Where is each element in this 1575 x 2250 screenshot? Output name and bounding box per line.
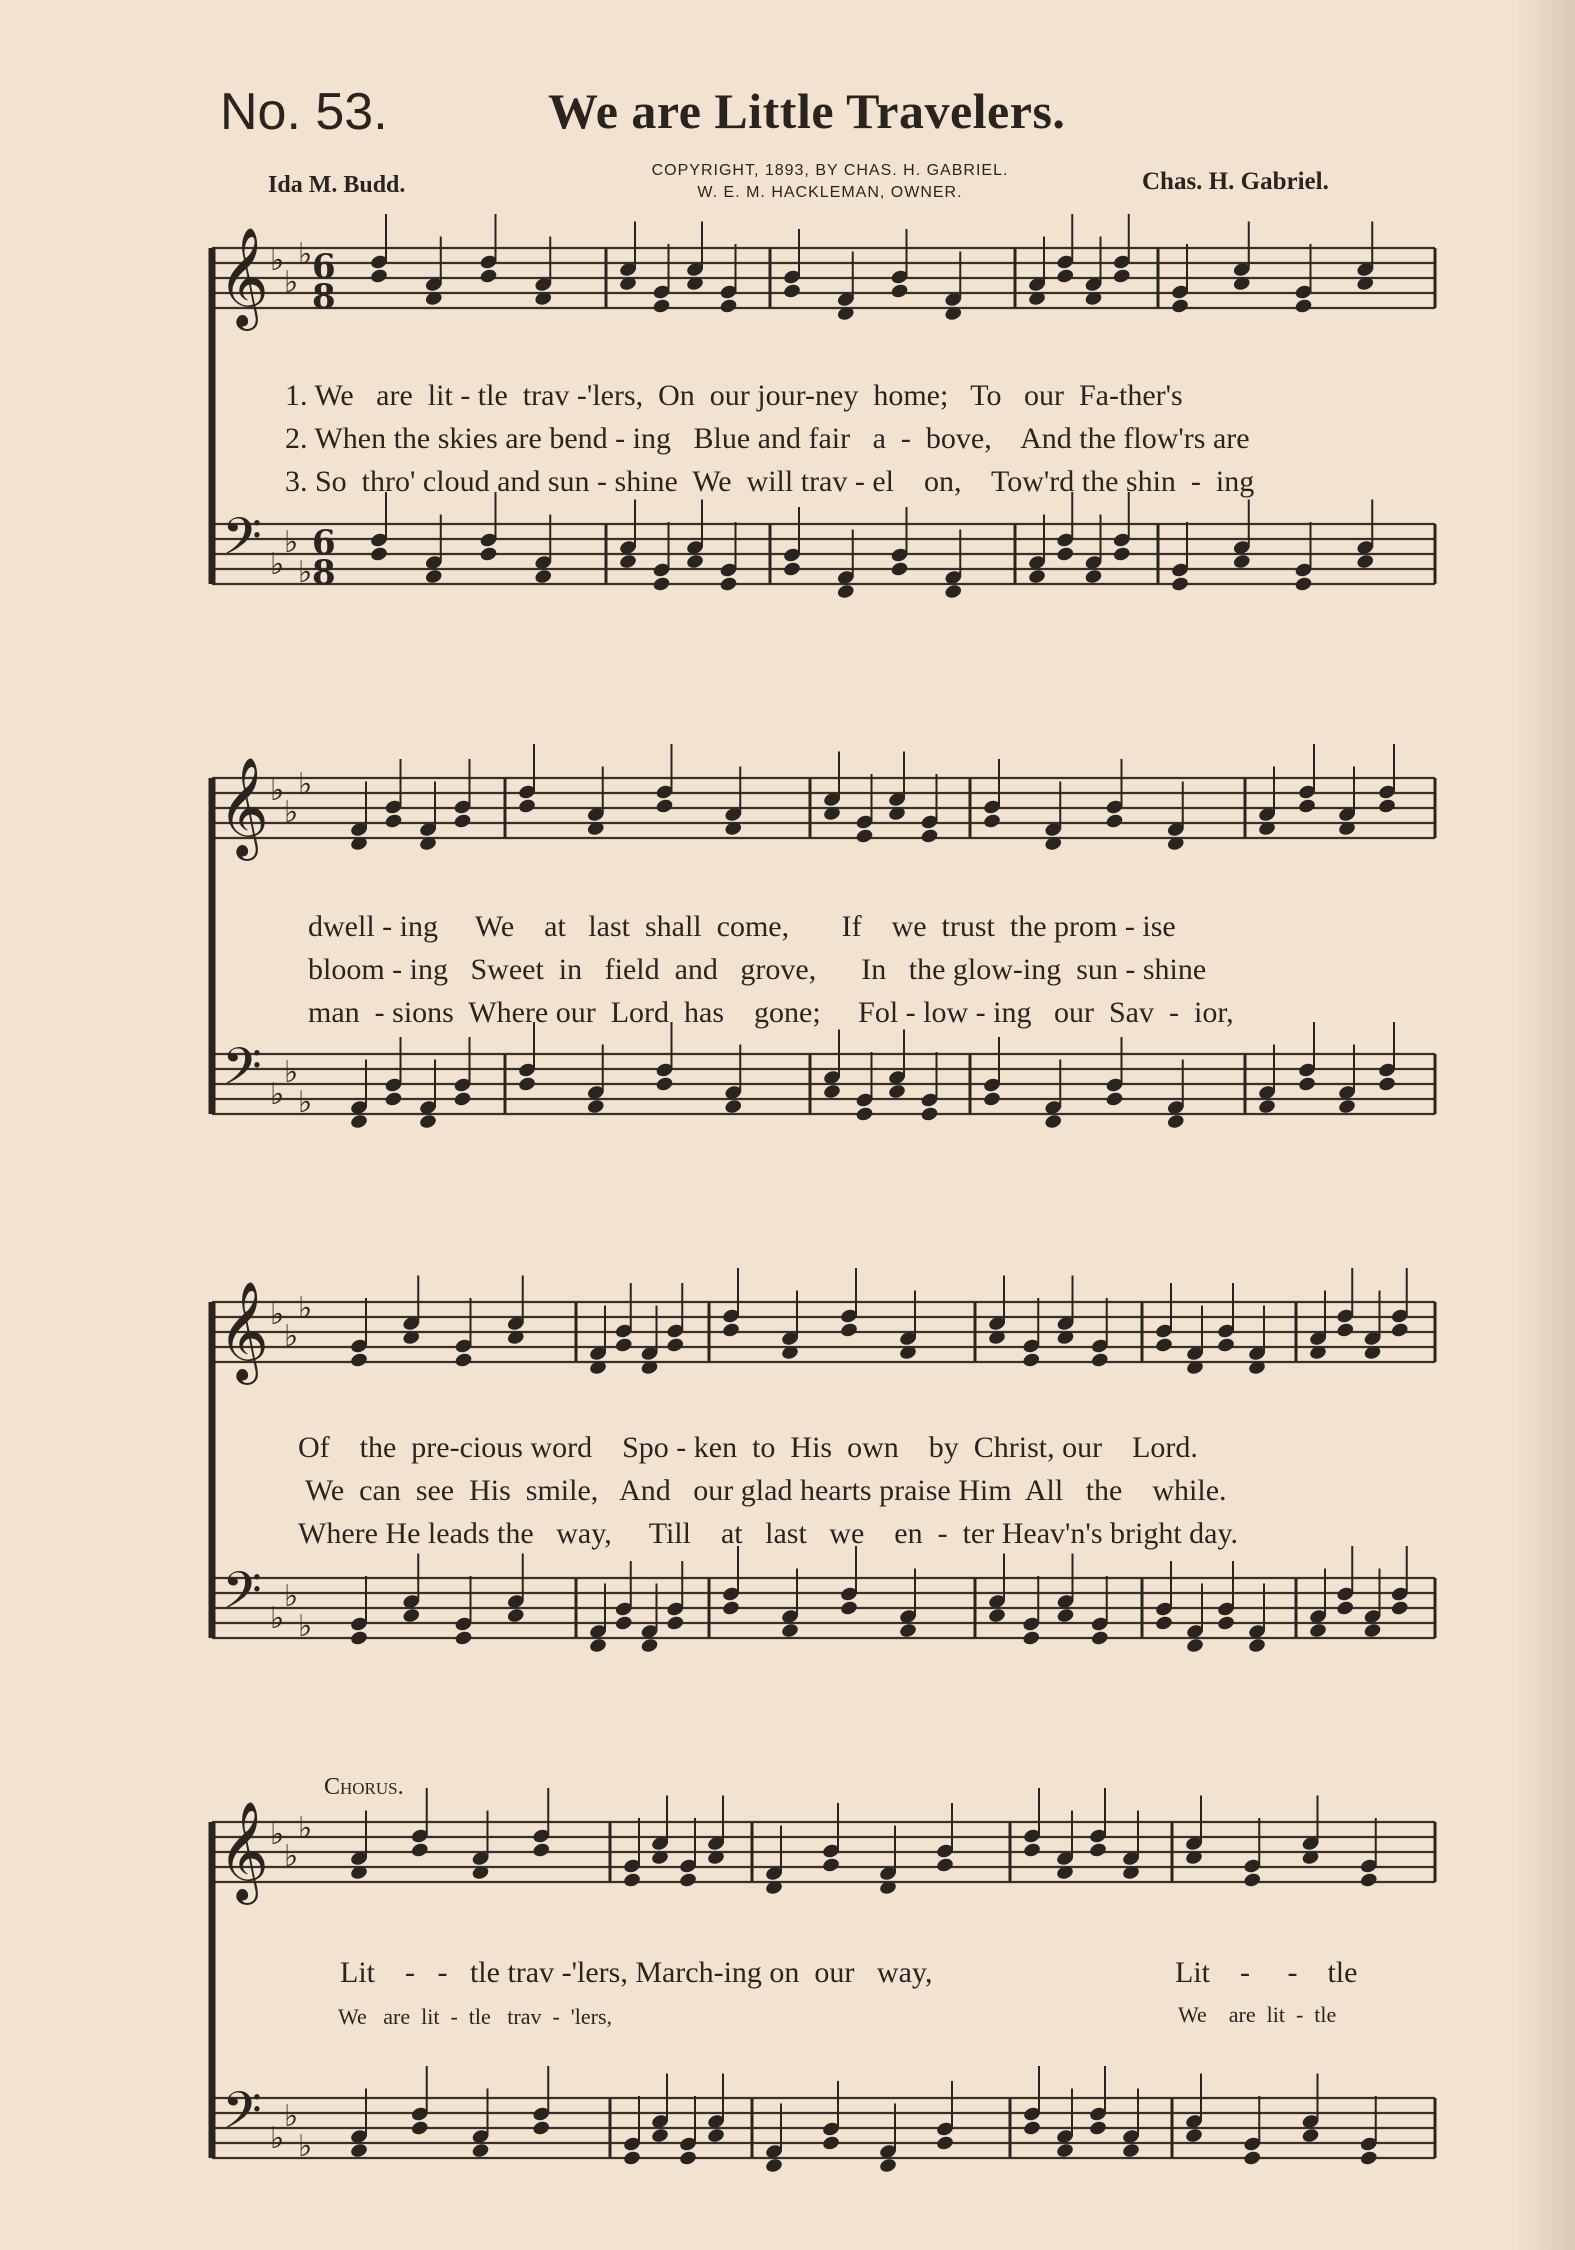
- note-head: [1243, 2150, 1262, 2167]
- note-head: [721, 1600, 740, 1617]
- verse-1-line: 1. We are lit - tle trav -'lers, On our jour-ney home; To our Fa-ther's: [285, 379, 1183, 412]
- note-head: [1247, 1637, 1266, 1654]
- note-head: [890, 283, 909, 300]
- note-head: [534, 568, 553, 585]
- flat-icon: ♭: [284, 525, 299, 560]
- note-head: [666, 1615, 685, 1632]
- flat-icon: ♭: [298, 555, 313, 590]
- bass-clef-icon: 𝄢: [222, 1036, 262, 1109]
- chorus-lyrics-echo-continued: We are lit - tle: [1178, 2002, 1337, 2027]
- note-head: [1022, 1630, 1041, 1647]
- note-head: [1121, 2142, 1140, 2159]
- note-head: [1297, 1076, 1316, 1093]
- note-head: [721, 1322, 740, 1339]
- flat-icon: ♭: [298, 1811, 313, 1846]
- flat-icon: ♭: [270, 1817, 285, 1852]
- note-head: [1112, 546, 1131, 563]
- note-head: [678, 1872, 697, 1889]
- note-head: [982, 1091, 1001, 1108]
- note-head: [622, 2150, 641, 2167]
- note-head: [1308, 1622, 1327, 1639]
- note-head: [839, 1600, 858, 1617]
- note-head: [1294, 576, 1313, 593]
- flat-icon: ♭: [298, 1291, 313, 1326]
- note-head: [454, 1352, 473, 1369]
- note-head: [780, 1622, 799, 1639]
- note-head: [471, 2142, 490, 2159]
- lyrics-system-2: [308, 905, 1234, 1034]
- note-head: [1084, 568, 1103, 585]
- flat-icon: ♭: [270, 2121, 285, 2156]
- note-head: [782, 283, 801, 300]
- note-head: [650, 2127, 669, 2144]
- copyright-line-1: COPYRIGHT, 1893, BY CHAS. H. GABRIEL.: [651, 162, 1009, 179]
- note-head: [1294, 298, 1313, 315]
- note-head: [384, 813, 403, 830]
- flat-icon: ♭: [270, 1297, 285, 1332]
- note-head: [1216, 1615, 1235, 1632]
- note-head: [1055, 2142, 1074, 2159]
- note-head: [855, 1106, 874, 1123]
- note-head: [349, 1113, 368, 1130]
- flat-icon: ♭: [284, 2099, 299, 2134]
- note-head: [618, 553, 637, 570]
- note-head: [1377, 798, 1396, 815]
- time-signature-top: 6: [312, 247, 336, 287]
- note-head: [588, 1637, 607, 1654]
- flat-icon: ♭: [270, 1601, 285, 1636]
- chorus-lyrics-main: Lit - - tle trav -'lers, March-ing on our way,: [340, 1956, 933, 1989]
- hymn-number: No. 53.: [220, 83, 388, 141]
- note-head: [836, 583, 855, 600]
- note-head: [1022, 1842, 1041, 1859]
- treble-clef-icon: 𝄞: [218, 227, 269, 327]
- bass-clef-icon: 𝄢: [222, 2080, 262, 2153]
- note-head: [1088, 1842, 1107, 1859]
- note-head: [410, 1842, 429, 1859]
- note-head: [517, 1076, 536, 1093]
- note-head: [839, 1322, 858, 1339]
- note-head: [652, 298, 671, 315]
- note-head: [1243, 1872, 1262, 1889]
- note-head: [1090, 1630, 1109, 1647]
- note-head: [1090, 1352, 1109, 1369]
- note-head: [782, 561, 801, 578]
- note-head: [1022, 1352, 1041, 1369]
- flat-icon: ♭: [284, 1055, 299, 1090]
- note-head: [655, 1076, 674, 1093]
- note-head: [369, 546, 388, 563]
- time-signature-top: 6: [312, 523, 336, 563]
- note-head: [1027, 568, 1046, 585]
- lyricist: Ida M. Budd.: [268, 172, 406, 198]
- note-head: [685, 553, 704, 570]
- note-head: [1185, 1637, 1204, 1654]
- verse-2-line: 2. When the skies are bend - ing Blue and fair a - bove, And the flow'rs are: [285, 422, 1250, 455]
- note-head: [920, 828, 939, 845]
- treble-clef-icon: 𝄞: [218, 1281, 269, 1381]
- note-head: [920, 1106, 939, 1123]
- note-head: [532, 1842, 551, 1859]
- note-head: [1359, 2150, 1378, 2167]
- note-head: [384, 1091, 403, 1108]
- note-head: [1184, 2127, 1203, 2144]
- note-head: [1154, 1337, 1173, 1354]
- note-head: [764, 2157, 783, 2174]
- note-head: [878, 2157, 897, 2174]
- verse-3-line: Where He leads the way, Till at last we en - ter Heav'n's bright day.: [298, 1517, 1239, 1550]
- copyright-line-2: W. E. M. HACKLEMAN, OWNER.: [697, 184, 963, 201]
- note-head: [1105, 1091, 1124, 1108]
- note-head: [1088, 2120, 1107, 2137]
- flat-icon: ♭: [270, 547, 285, 582]
- note-head: [517, 798, 536, 815]
- note-head: [1356, 553, 1375, 570]
- note-head: [935, 1857, 954, 1874]
- note-head: [1154, 1615, 1173, 1632]
- note-head: [614, 1337, 633, 1354]
- note-head: [532, 2120, 551, 2137]
- note-head: [1170, 298, 1189, 315]
- note-head: [349, 1352, 368, 1369]
- verse-1-line: Of the pre-cious word Spo - ken to His own by Christ, our Lord.: [298, 1431, 1198, 1464]
- note-head: [1112, 268, 1131, 285]
- note-head: [1337, 1098, 1356, 1115]
- note-head: [719, 576, 738, 593]
- note-head: [640, 1637, 659, 1654]
- note-head: [1105, 813, 1124, 830]
- note-head: [479, 546, 498, 563]
- flat-icon: ♭: [298, 1609, 313, 1644]
- flat-icon: ♭: [284, 1839, 299, 1874]
- note-head: [935, 2135, 954, 2152]
- note-head: [887, 1083, 906, 1100]
- time-signature-bottom: 8: [312, 277, 336, 317]
- lyrics-system-1: [285, 374, 1254, 503]
- note-head: [1170, 576, 1189, 593]
- note-head: [479, 268, 498, 285]
- note-head: [1056, 1607, 1075, 1624]
- flat-icon: ♭: [298, 2129, 313, 2164]
- note-head: [586, 1098, 605, 1115]
- note-head: [1363, 1622, 1382, 1639]
- verse-1-line: dwell - ing We at last shall come, If we trust the prom - ise: [308, 910, 1176, 943]
- note-head: [821, 2135, 840, 2152]
- note-head: [453, 1091, 472, 1108]
- note-head: [402, 1607, 421, 1624]
- note-head: [1359, 1872, 1378, 1889]
- flat-icon: ♭: [270, 1077, 285, 1112]
- composer: Chas. H. Gabriel.: [1142, 168, 1329, 195]
- note-head: [678, 2150, 697, 2167]
- chorus-lyrics-main-continued: Lit - - tle: [1175, 1956, 1358, 1989]
- note-head: [652, 576, 671, 593]
- verse-3-line: 3. So thro' cloud and sun - shine We will trav - el on, Tow'rd the shin - ing: [285, 465, 1255, 498]
- note-head: [1390, 1322, 1409, 1339]
- note-head: [622, 1872, 641, 1889]
- note-head: [1056, 546, 1075, 563]
- note-head: [890, 561, 909, 578]
- note-head: [1301, 2127, 1320, 2144]
- flat-icon: ♭: [270, 773, 285, 808]
- note-head: [1232, 553, 1251, 570]
- flat-icon: ♭: [298, 1085, 313, 1120]
- treble-clef-icon: 𝄞: [218, 757, 269, 857]
- verse-2-line: bloom - ing Sweet in field and grove, In the glow-ing sun - shine: [308, 953, 1207, 986]
- bass-clef-icon: 𝄢: [222, 1560, 262, 1633]
- note-head: [349, 2142, 368, 2159]
- flat-icon: ♭: [298, 767, 313, 802]
- note-head: [349, 1630, 368, 1647]
- chorus-lyrics-echo: We are lit - tle trav - 'lers,: [338, 2004, 613, 2029]
- treble-clef-icon: 𝄞: [218, 1801, 269, 1901]
- note-head: [453, 813, 472, 830]
- flat-icon: ♭: [284, 1579, 299, 1614]
- note-head: [898, 1622, 917, 1639]
- note-head: [655, 798, 674, 815]
- note-head: [1377, 1076, 1396, 1093]
- note-head: [614, 1615, 633, 1632]
- note-head: [1390, 1600, 1409, 1617]
- flat-icon: ♭: [284, 1319, 299, 1354]
- note-head: [719, 298, 738, 315]
- time-signature-bottom: 8: [312, 553, 336, 593]
- note-head: [987, 1607, 1006, 1624]
- note-head: [855, 828, 874, 845]
- note-head: [410, 2120, 429, 2137]
- note-head: [1044, 1113, 1063, 1130]
- verse-3-line: man - sions Where our Lord has gone; Fol - low - ing our Sav - ior,: [308, 996, 1234, 1029]
- note-head: [1166, 1113, 1185, 1130]
- note-head: [666, 1337, 685, 1354]
- note-head: [706, 2127, 725, 2144]
- bass-clef-icon: 𝄢: [222, 506, 262, 579]
- lyrics-system-3: [298, 1426, 1238, 1555]
- note-head: [1216, 1337, 1235, 1354]
- note-head: [424, 568, 443, 585]
- note-head: [821, 1857, 840, 1874]
- hymn-title: We are Little Travelers.: [548, 83, 1066, 139]
- note-head: [1257, 1098, 1276, 1115]
- note-head: [369, 268, 388, 285]
- flat-icon: ♭: [298, 237, 313, 272]
- note-head: [724, 1098, 743, 1115]
- note-head: [1022, 2120, 1041, 2137]
- note-head: [506, 1607, 525, 1624]
- chorus-label: Chorus.: [324, 1774, 404, 1800]
- note-head: [1056, 268, 1075, 285]
- verse-2-line: We can see His smile, And our glad hearts praise Him All the while.: [298, 1474, 1227, 1507]
- flat-icon: ♭: [284, 265, 299, 300]
- flat-icon: ♭: [284, 795, 299, 830]
- note-head: [454, 1630, 473, 1647]
- note-head: [822, 1083, 841, 1100]
- note-head: [1336, 1322, 1355, 1339]
- flat-icon: ♭: [270, 243, 285, 278]
- note-head: [1297, 798, 1316, 815]
- note-head: [1336, 1600, 1355, 1617]
- note-head: [982, 813, 1001, 830]
- note-head: [418, 1113, 437, 1130]
- note-head: [944, 583, 963, 600]
